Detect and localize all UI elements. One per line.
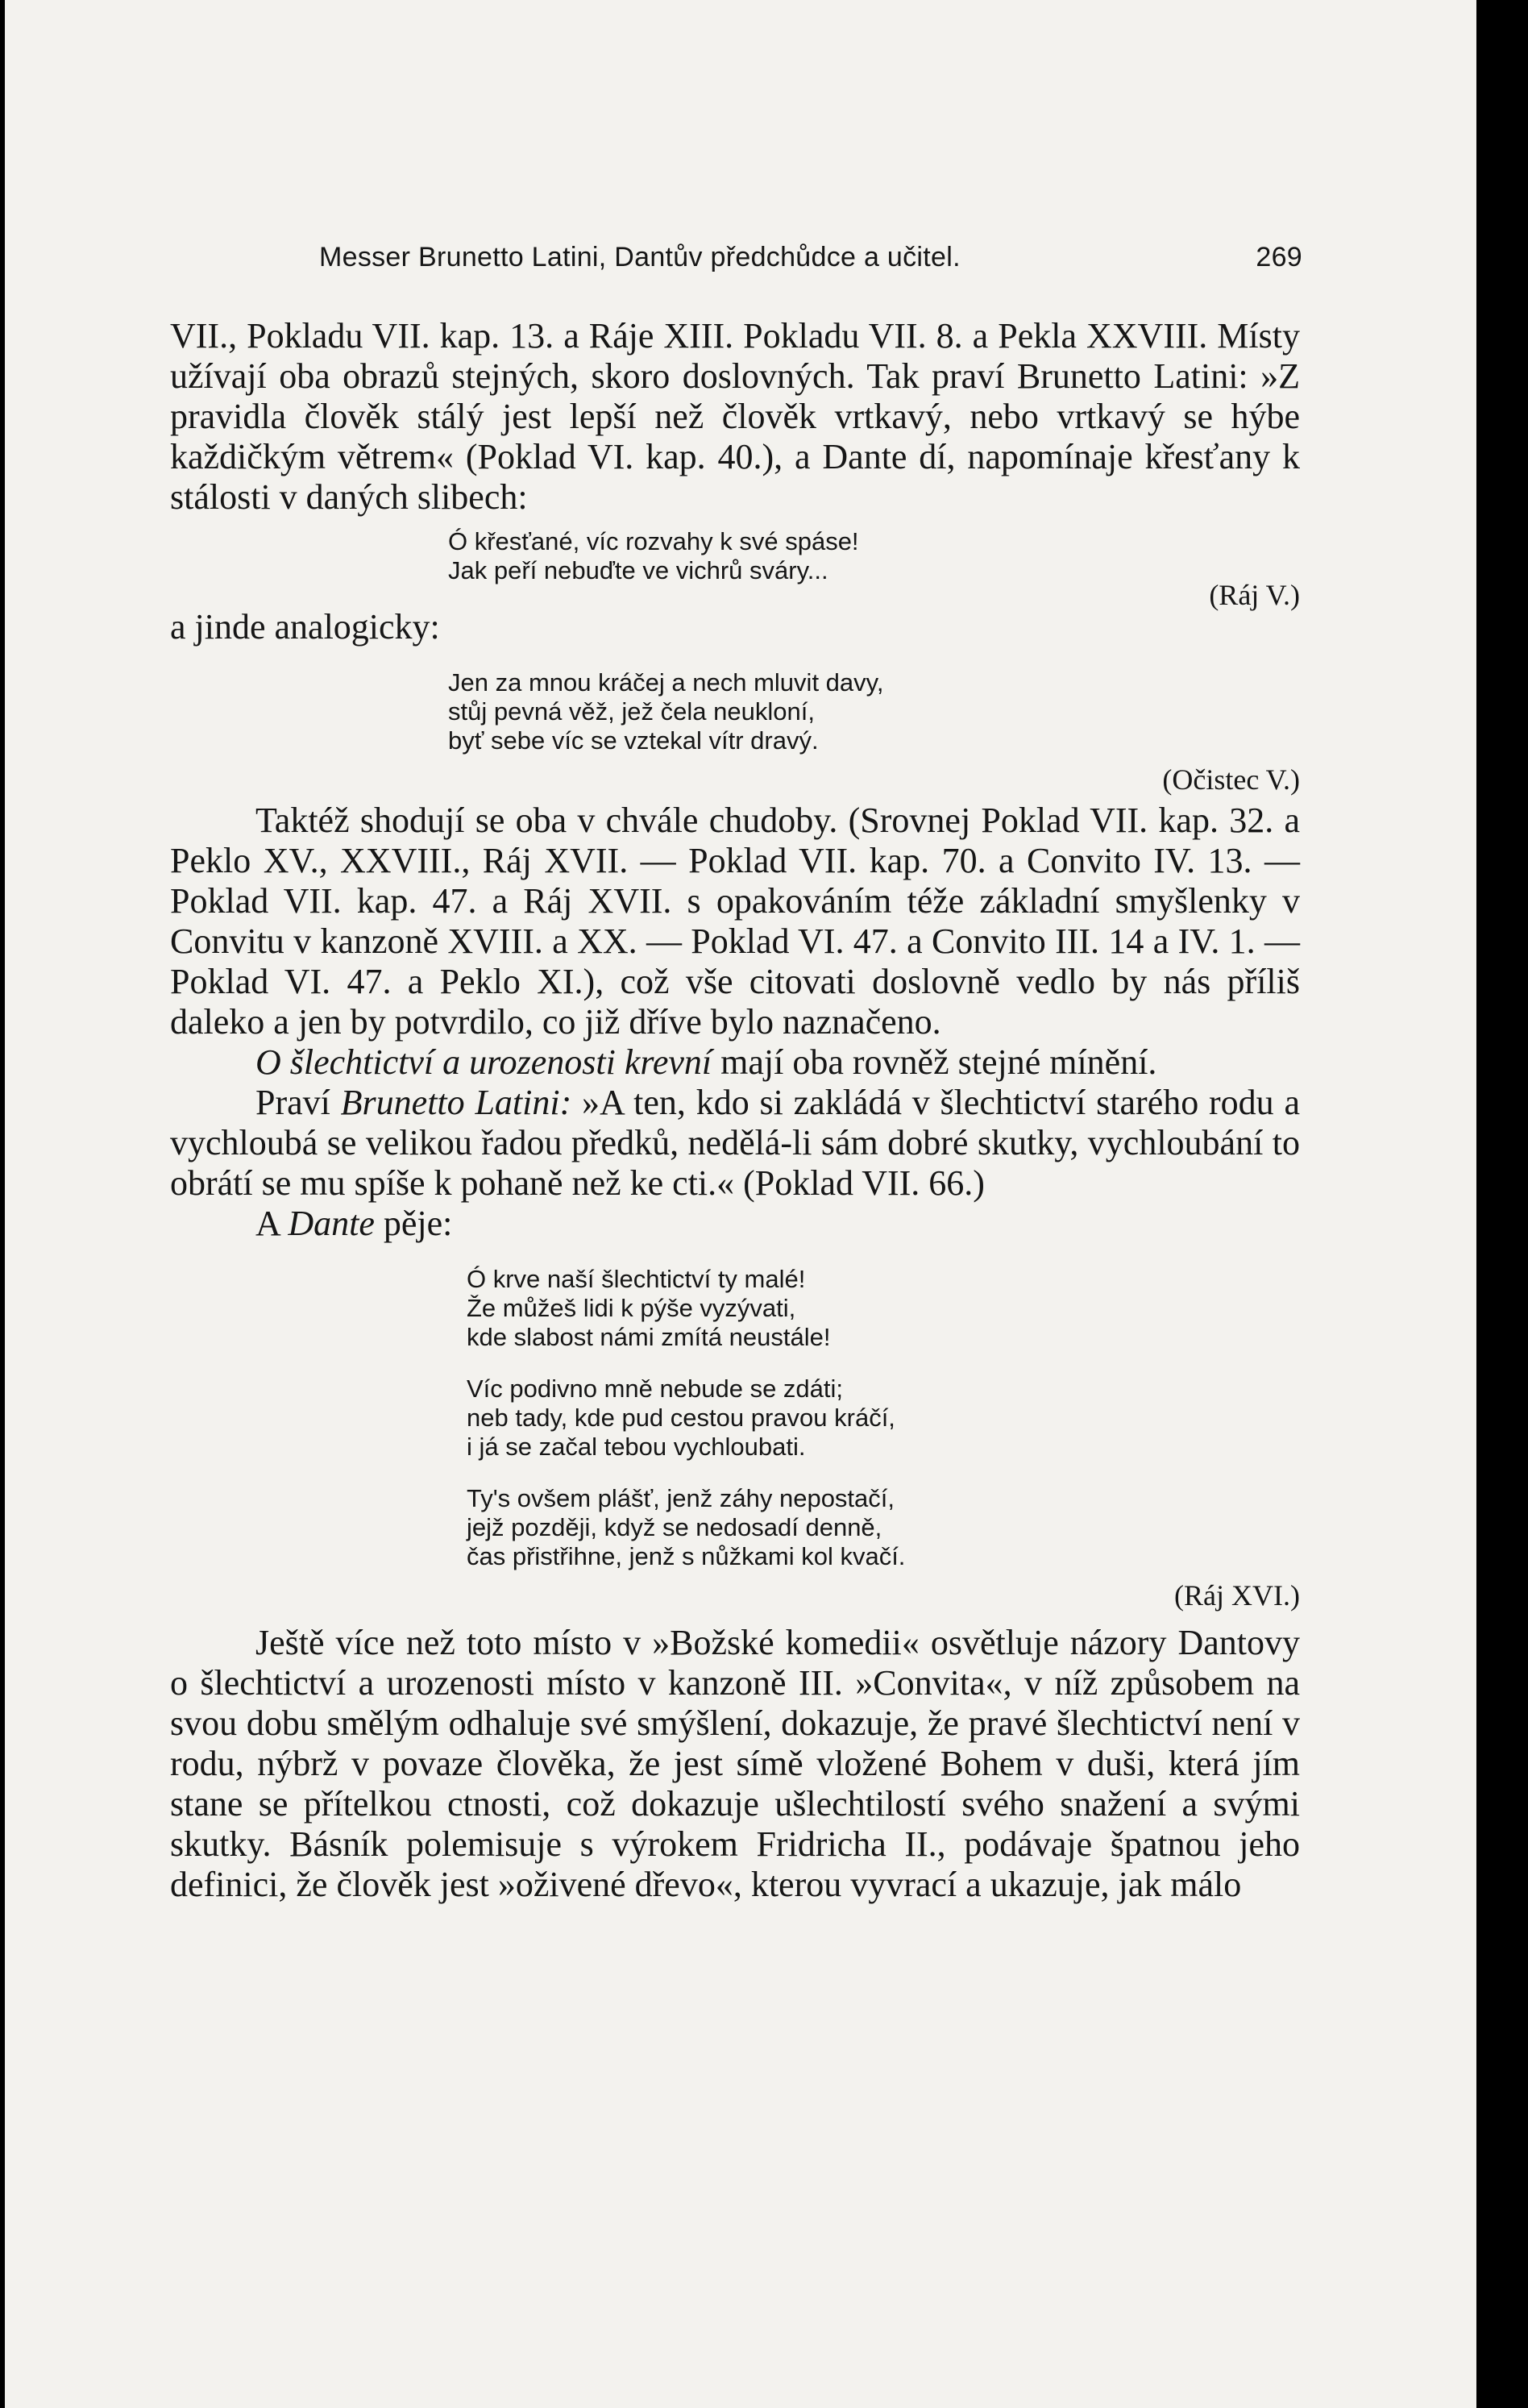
verse-line: Ty's ovšem plášť, jenž záhy nepostačí, bbox=[467, 1484, 895, 1512]
paragraph-6: Ještě více než toto místo v »Božské komedii« osvětluje názory Dantovy o šlechtictví a urozenosti místo v kanzoně III. »Convita«, v níž způsobem na svou dobu smělým odhaluje své smýšlení, dokazuje, že pravé šlechtictví není v rodu, nýbrž v povaze člověka, že jest símě vložené Bohem v duši, která jím stane se přítelkou ctnosti, což dokazuje ušlechtilostí svého snažení a svými skutky. Básník polemisuje s výrokem Fridricha II., podávaje špatnou jeho definici, že člověk jest »oživené dřevo«, kterou vyvrací a ukazuje, jak málo bbox=[170, 1623, 1300, 1904]
paragraph-4-rest: »A ten, kdo si zakládá v šlechtictví starého rodu a vychloubá se velikou řadou předků, nedělá-li sám dobré skutky, vychloubání to obrátí se mu spíše k pohaně než ke cti.« (Poklad VII. 66.) bbox=[170, 1083, 1300, 1203]
paragraph-5-rest: pěje: bbox=[374, 1204, 453, 1243]
page-number: 269 bbox=[1256, 242, 1302, 272]
body-text bbox=[170, 316, 1300, 1905]
verse-line: Ó krve naší šlechtictví ty malé! bbox=[467, 1265, 806, 1293]
verse-quote-1 bbox=[448, 527, 1300, 585]
paragraph-3 bbox=[170, 1042, 1300, 1083]
verse-line: Ó křesťané, víc rozvahy k své spáse! bbox=[448, 527, 859, 555]
author-name-italic: Dante bbox=[288, 1204, 375, 1243]
verse-line: čas přistřihne, jenž s nůžkami kol kvačí. bbox=[467, 1542, 906, 1570]
paragraph-1: VII., Pokladu VII. kap. 13. a Ráje XIII. Pokladu VII. 8. a Pekla XXVIII. Místy užívají oba obrazů stejných, skoro doslovných. Tak praví Brunetto Latini: »Z pravidla člověk stálý jest lepší než člověk vrtkavý, nebo vrtkavý se hýbe každičkým větrem« (Poklad VI. kap. 40.), a Dante dí, napomínaje křesťany k stálosti v daných slibech: bbox=[170, 316, 1300, 517]
verse-reference-3: (Ráj XVI.) bbox=[1174, 1579, 1300, 1612]
verse-line: Víc podivno mně nebude se zdáti; bbox=[467, 1375, 844, 1403]
stanza-2 bbox=[467, 1375, 1300, 1462]
verse-reference-1: (Ráj V.) bbox=[1209, 579, 1300, 611]
paragraph-3-rest: mají oba rovněž stejné mínění. bbox=[712, 1042, 1157, 1082]
verse-quote-2 bbox=[448, 668, 1300, 755]
verse-line: jejž později, když se nedosadí denně, bbox=[467, 1513, 882, 1541]
paragraph-2: Taktéž shodují se oba v chvále chudoby. (Srovnej Poklad VII. kap. 32. a Peklo XV., XXVIII., Ráj XVII. — Poklad VII. kap. 70. a Convito IV. 13. — Poklad VII. kap. 47. a Ráj XVII. s opakováním téže základní smyšlenky v Convitu v kanzoně XVIII. a XX. — Poklad VI. 47. a Convito III. 14 a IV. 1. — Poklad VI. 47. a Peklo XI.), což vše citovati doslovně vedlo by nás příliš daleko a jen by potvrdilo, co již dříve bylo naznačeno. bbox=[170, 801, 1300, 1042]
verse-line: Jen za mnou kráčej a nech mluvit davy, bbox=[448, 668, 884, 697]
running-title: Messer Brunetto Latini, Dantův předchůdce a učitel. bbox=[319, 242, 961, 272]
paragraph-4 bbox=[170, 1083, 1300, 1204]
verse-line: Jak peří nebuďte ve vichrů sváry... bbox=[448, 556, 828, 584]
transition-line: a jinde analogicky: bbox=[170, 607, 440, 647]
verse-line: Že můžeš lidi k pýše vyzývati, bbox=[467, 1294, 796, 1322]
paragraph-4-lead: Praví bbox=[255, 1083, 341, 1122]
verse-line: i já se začal tebou vychloubati. bbox=[467, 1433, 806, 1461]
book-page bbox=[5, 0, 1476, 2408]
verse-reference-2: (Očistec V.) bbox=[1162, 763, 1300, 796]
stanza-1 bbox=[467, 1265, 1300, 1352]
author-name-italic: Brunetto Latini: bbox=[340, 1083, 572, 1122]
verse-line: neb tady, kde pud cestou pravou kráčí, bbox=[467, 1404, 895, 1432]
italic-phrase: O šlechtictví a urozenosti krevní bbox=[255, 1042, 712, 1082]
verse-line: stůj pevná věž, jež čela neukloní, bbox=[448, 697, 815, 726]
verse-line: byť sebe víc se vztekal vítr dravý. bbox=[448, 726, 819, 755]
paragraph-5-lead: A bbox=[255, 1204, 289, 1243]
stanza-3 bbox=[467, 1484, 1300, 1571]
verse-line: kde slabost námi zmítá neustále! bbox=[467, 1323, 831, 1351]
paragraph-5 bbox=[170, 1204, 1300, 1244]
